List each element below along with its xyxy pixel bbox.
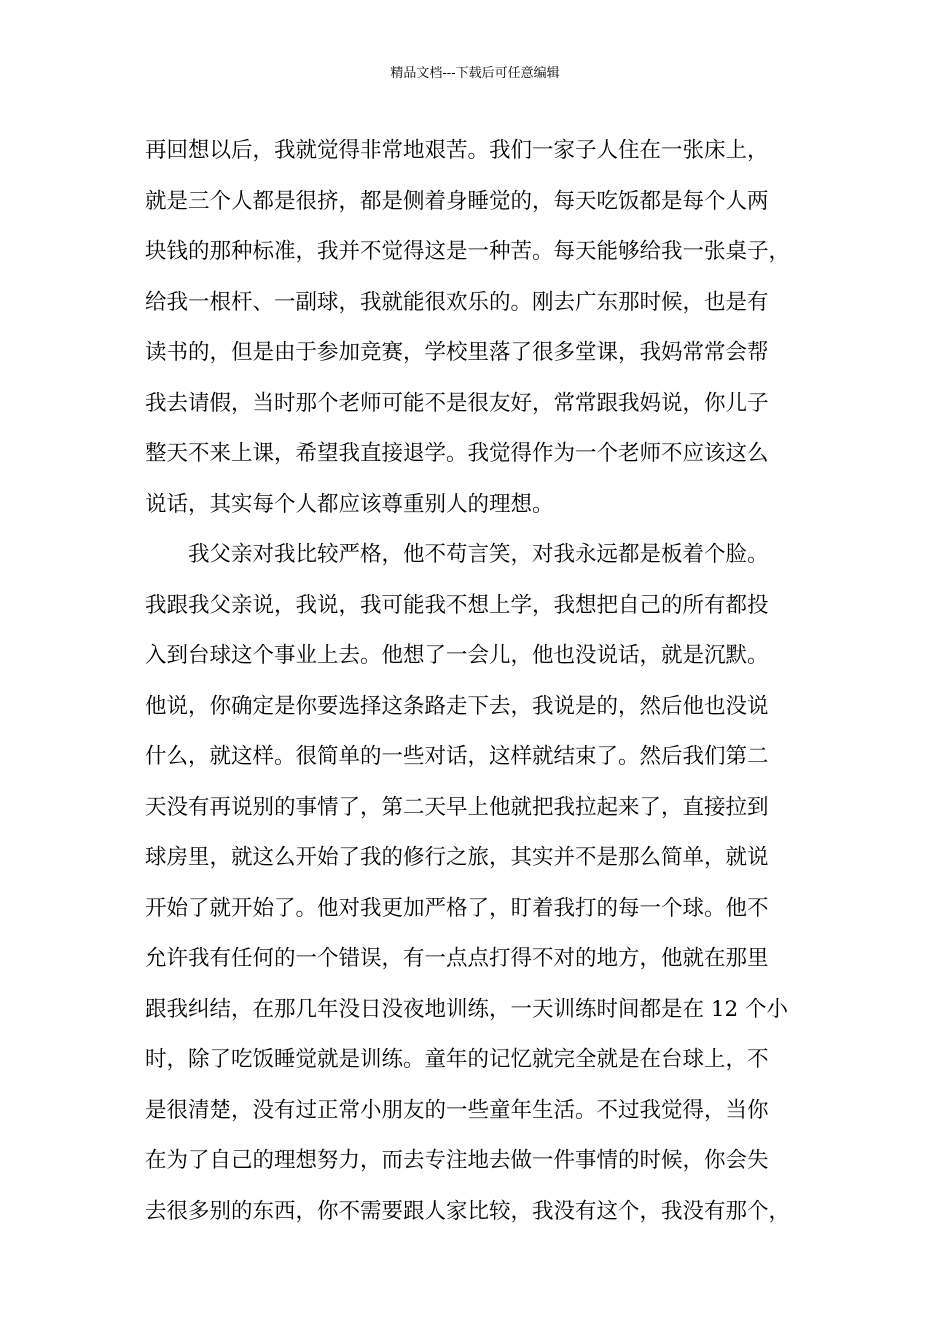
text-line: 说话，其实每个人都应该尊重别人的理想。 xyxy=(145,491,554,517)
text-line: 天没有再说别的事情了，第二天早上他就把我拉起来了，直接拉到 xyxy=(145,794,769,820)
document-body xyxy=(145,130,825,1241)
text-line: 给我一根杆、一副球，我就能很欢乐的。刚去广东那时候，也是有 xyxy=(145,289,769,315)
text-line: 开始了就开始了。他对我更加严格了，盯着我打的每一个球。他不 xyxy=(145,895,769,921)
text-line: 什么，就这样。很简单的一些对话，这样就结束了。然后我们第二 xyxy=(145,744,769,769)
text-line: 去很多别的东西，你不需要跟人家比较，我没有这个，我没有那个， xyxy=(145,1198,791,1224)
text-line: 读书的，但是由于参加竞赛，学校里落了很多堂课，我妈常常会帮 xyxy=(145,340,769,365)
text-line: 球房里，就这么开始了我的修行之旅，其实并不是那么简单，就说 xyxy=(145,845,769,870)
page-header: 精品文档---下载后可任意编辑 xyxy=(390,66,560,81)
text-line: 就是三个人都是很挤，都是侧着身睡觉的，每天吃饭都是每个人两 xyxy=(145,188,769,214)
text-line: 再回想以后，我就觉得非常地艰苦。我们一家子人住在一张床上， xyxy=(145,138,769,163)
text-line: 是很清楚，没有过正常小朋友的一些童年生活。不过我觉得，当你 xyxy=(145,1097,769,1123)
text-line: 块钱的那种标准，我并不觉得这是一种苦。每天能够给我一张桌子， xyxy=(145,239,791,264)
text-line: 允许我有任何的一个错误，有一点点打得不对的地方，他就在那里 xyxy=(145,946,769,971)
text-line: 入到台球这个事业上去。他想了一会儿，他也没说话，就是沉默。 xyxy=(145,643,769,668)
text-line: 我去请假，当时那个老师可能不是很友好，常常跟我妈说，你儿子 xyxy=(145,390,769,416)
text-line: 在为了自己的理想努力，而去专注地去做一件事情的时候，你会失 xyxy=(145,1148,769,1173)
text-line: 整天不来上课，希望我直接退学。我觉得作为一个老师不应该这么 xyxy=(145,441,769,466)
text-line: 跟我纠结，在那几年没日没夜地训练，一天训练时间都是在 12 个小 xyxy=(145,996,789,1022)
text-line: 我父亲对我比较严格，他不苟言笑，对我永远都是板着个脸。 xyxy=(145,542,769,567)
text-line: 他说，你确定是你要选择这条路走下去，我说是的，然后他也没说 xyxy=(145,693,769,719)
text-line: 我跟我父亲说，我说，我可能我不想上学，我想把自己的所有都投 xyxy=(145,592,769,618)
text-line: 时，除了吃饭睡觉就是训练。童年的记忆就完全就是在台球上，不 xyxy=(145,1047,769,1072)
